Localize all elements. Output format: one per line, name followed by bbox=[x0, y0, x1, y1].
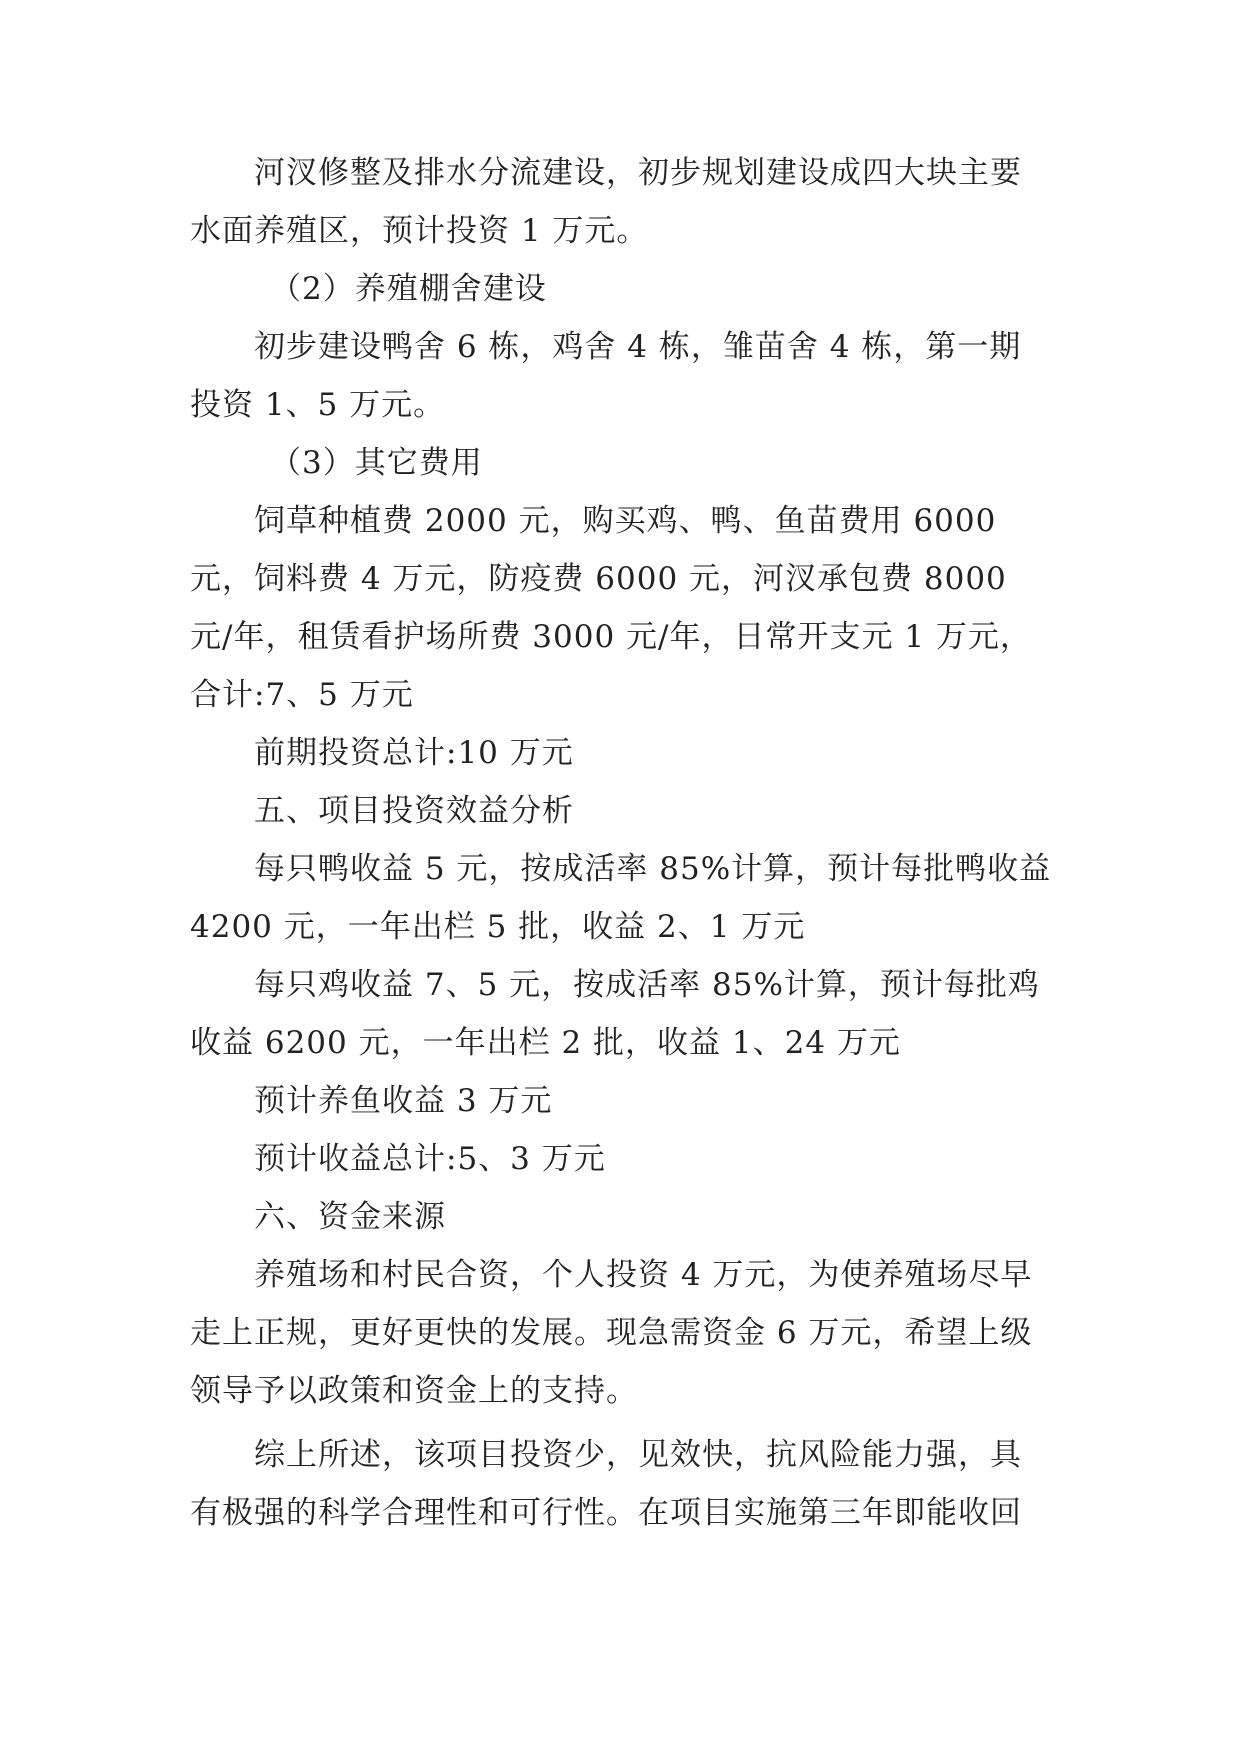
paragraph-duck-benefit: 每只鸭收益 5 元，按成活率 85%计算，预计每批鸭收益 4200 元，一年出栏 5 批，收益 2、1 万元 bbox=[190, 851, 1052, 945]
paragraph-drainage-construction: 河汊修整及排水分流建设，初步规划建设成四大块主要水面养殖区，预计投资 1 万元。 bbox=[190, 155, 1022, 249]
document-body bbox=[190, 144, 1052, 1542]
paragraph-initial-investment-total: 前期投资总计:10 万元 bbox=[254, 735, 574, 771]
paragraph-shed-construction: 初步建设鸭舍 6 栋，鸡舍 4 栋，雏苗舍 4 栋，第一期投资 1、5 万元。 bbox=[190, 329, 1022, 423]
paragraph-funding-source: 养殖场和村民合资，个人投资 4 万元，为使养殖场尽早走上正规，更好更快的发展。现急需资金 6 万元，希望上级领导予以政策和资金上的支持。 bbox=[190, 1257, 1033, 1409]
paragraph-chicken-benefit: 每只鸡收益 7、5 元，按成活率 85%计算，预计每批鸡收益 6200 元，一年出栏 2 批，收益 1、24 万元 bbox=[190, 967, 1040, 1061]
subheading-shed-construction: （2）养殖棚舍建设 bbox=[270, 271, 547, 307]
heading-benefit-analysis: 五、项目投资效益分析 bbox=[254, 793, 574, 829]
heading-funding-source: 六、资金来源 bbox=[254, 1199, 446, 1235]
paragraph-other-costs: 饲草种植费 2000 元，购买鸡、鸭、鱼苗费用 6000 元，饲料费 4 万元，防疫费 6000 元，河汊承包费 8000 元/年，租赁看护场所费 3000 元/年，日常开支元 1 万元，合计:7、5 万元 bbox=[190, 503, 1032, 713]
paragraph-summary: 综上所述，该项目投资少，见效快，抗风险能力强，具有极强的科学合理性和可行性。在项目实施第三年即能收回 bbox=[190, 1437, 1022, 1531]
paragraph-benefit-total: 预计收益总计:5、3 万元 bbox=[254, 1141, 606, 1177]
paragraph-fish-benefit: 预计养鱼收益 3 万元 bbox=[254, 1083, 553, 1119]
subheading-other-costs: （3）其它费用 bbox=[270, 445, 483, 481]
